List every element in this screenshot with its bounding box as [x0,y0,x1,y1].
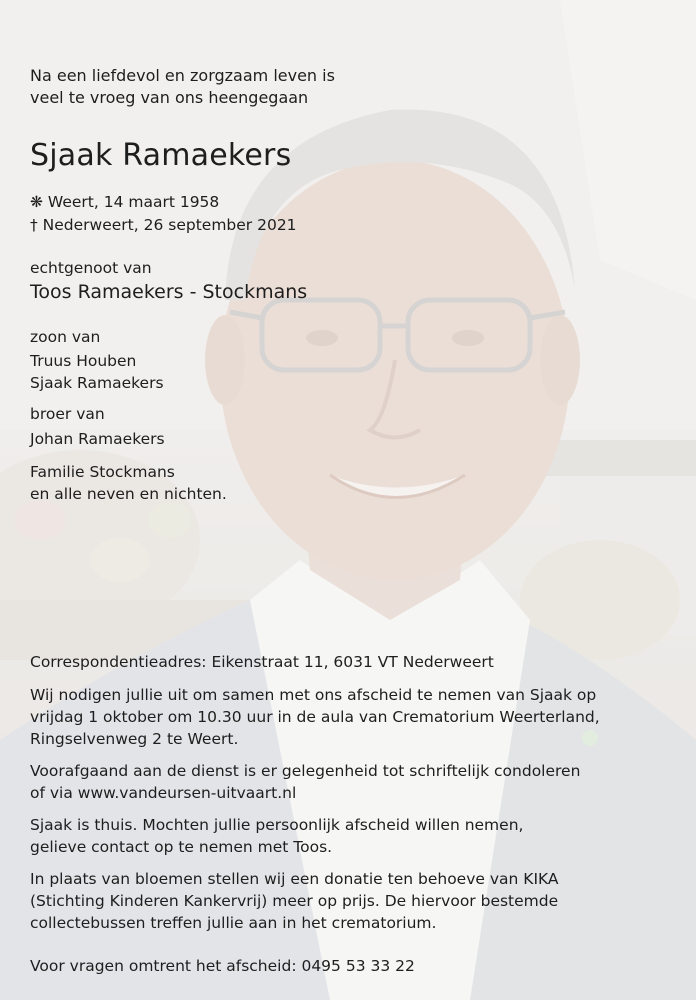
service-line-3: Ringselvenweg 2 te Weert. [30,730,239,748]
service-line-1: Wij nodigen jullie uit om samen met ons afscheid te nemen van Sjaak op [30,686,597,704]
condolence-line-2: of via www.vandeursen-uitvaart.nl [30,784,297,802]
parent-1: Truus Houben [30,352,137,370]
death-line: † Nederweert, 26 september 2021 [30,216,297,234]
parents-label: zoon van [30,328,101,346]
donation-line-2: (Stichting Kinderen Kankervrij) meer op prijs. De hiervoor bestemde [30,892,559,910]
spouse-label: echtgenoot van [30,259,152,277]
sibling-label: broer van [30,405,105,423]
donation-line-3: collectebussen treffen jullie aan in het crematorium. [30,914,437,932]
family-extra-1: Familie Stockmans [30,463,175,481]
home-line-2: gelieve contact op te nemen met Toos. [30,838,333,856]
family-extra-2: en alle neven en nichten. [30,485,227,503]
service-line-2: vrijdag 1 oktober om 10.30 uur in de aula van Crematorium Weerterland, [30,708,600,726]
donation-line-1: In plaats van bloemen stellen wij een donatie ten behoeve van KIKA [30,870,559,888]
correspondence-address: Correspondentieadres: Eikenstraat 11, 6031 VT Nederweert [30,653,494,671]
intro-line-2: veel te vroeg van ons heengegaan [30,88,309,107]
home-line-1: Sjaak is thuis. Mochten jullie persoonlijk afscheid willen nemen, [30,816,524,834]
spouse-name: Toos Ramaekers - Stockmans [30,281,308,303]
deceased-name: Sjaak Ramaekers [30,138,292,173]
contact-line: Voor vragen omtrent het afscheid: 0495 53 33 22 [30,957,415,975]
parent-2: Sjaak Ramaekers [30,374,164,392]
intro-line-1: Na een liefdevol en zorgzaam leven is [30,66,335,85]
sibling-name: Johan Ramaekers [30,430,165,448]
condolence-line-1: Voorafgaand aan de dienst is er gelegenheid tot schriftelijk condoleren [30,762,581,780]
birth-line: ❋ Weert, 14 maart 1958 [30,193,220,211]
